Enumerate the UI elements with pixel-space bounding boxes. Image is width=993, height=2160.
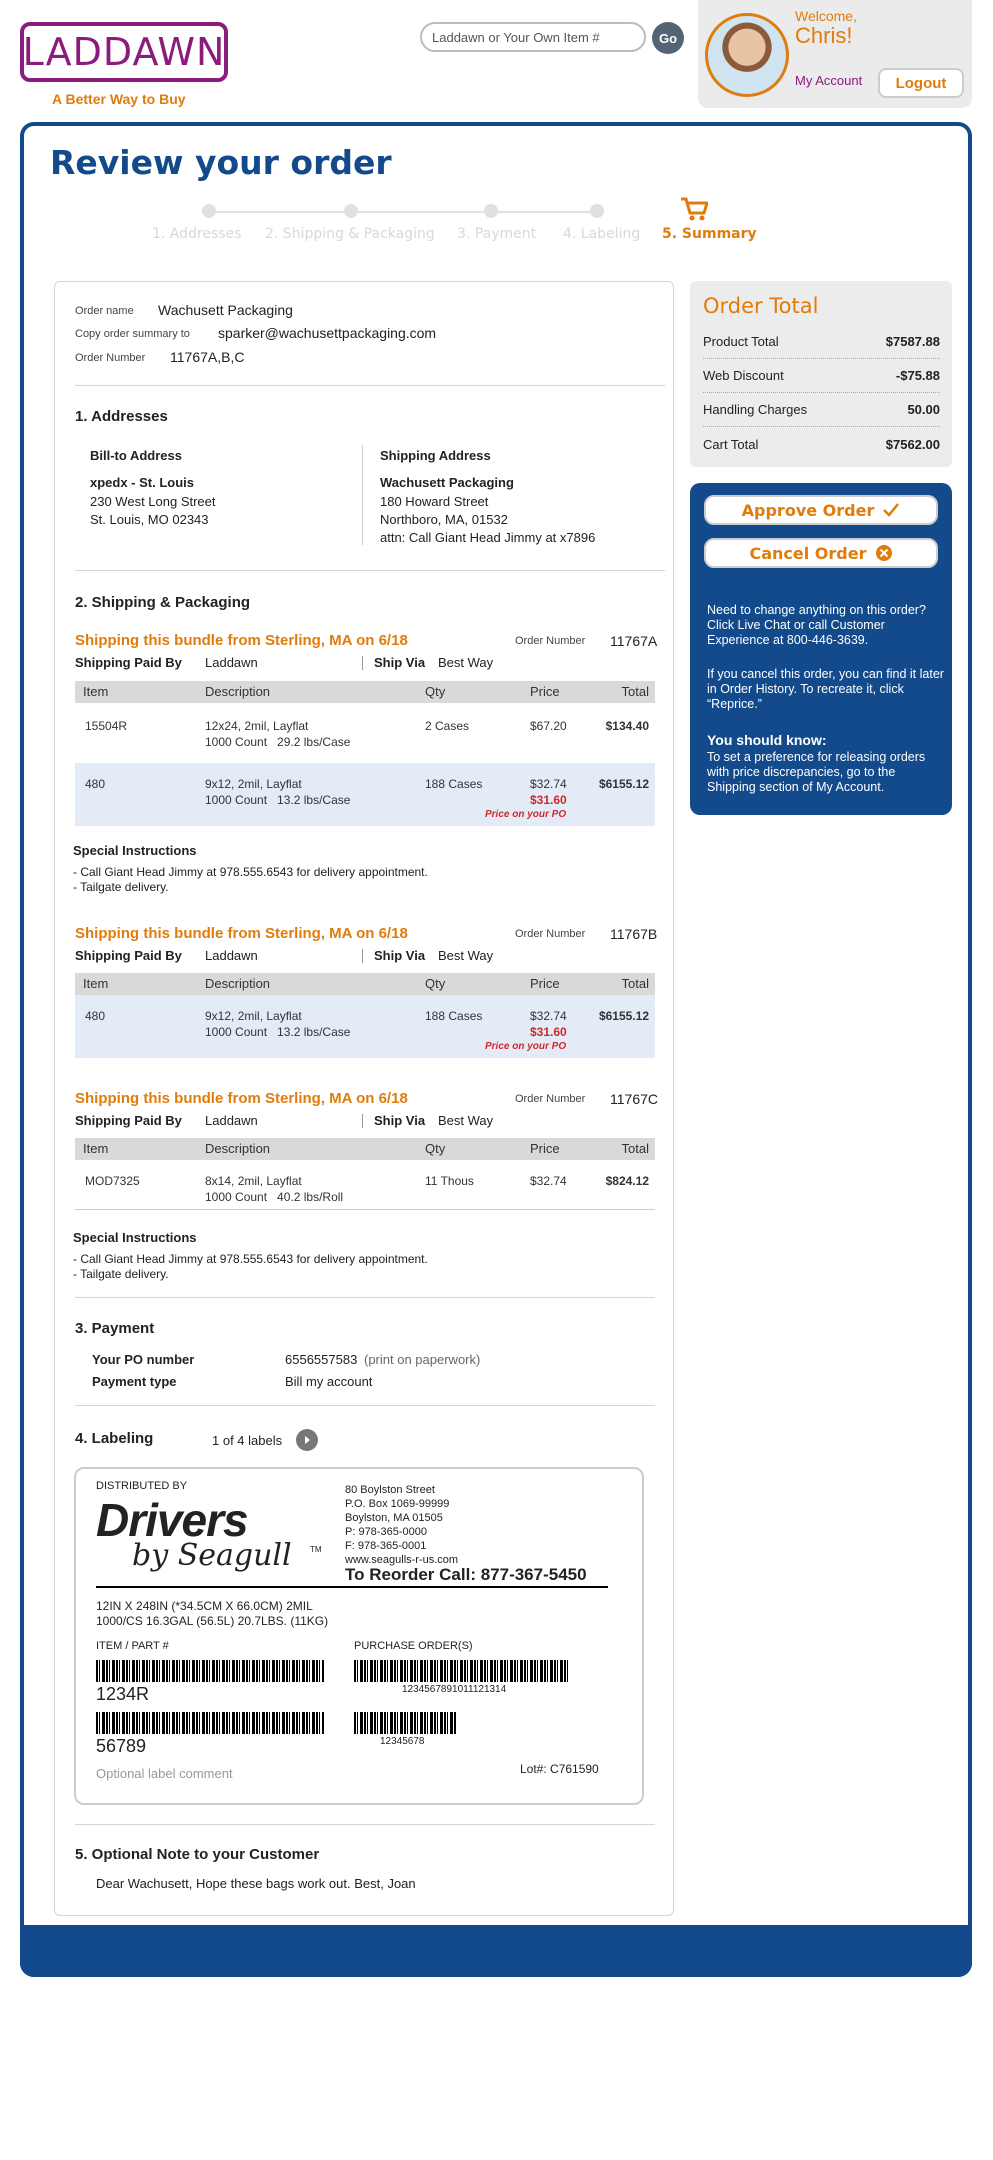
ship-to-title: Shipping Address [380, 448, 491, 463]
row-qty: 188 Cases [425, 777, 483, 791]
item-code: 1234R [96, 1684, 150, 1704]
chevron-right-icon [302, 1435, 312, 1445]
row-item: 480 [85, 1009, 106, 1023]
paid-by-label: Shipping Paid By [75, 1113, 182, 1128]
page-title: Review your order [50, 143, 392, 182]
divider [75, 385, 665, 386]
po2-barcode [354, 1712, 456, 1734]
total-value: 50.00 [907, 402, 940, 417]
step-dot [590, 204, 604, 218]
divider [75, 1824, 655, 1825]
row-po-price: $31.60 [530, 793, 567, 807]
reorder-phone: To Reorder Call: 877-367-5450 [345, 1565, 587, 1584]
table-header [75, 681, 655, 703]
label-address-line: P: 978-365-0000 [345, 1526, 427, 1538]
payment-type-value: Bill my account [285, 1374, 373, 1389]
avatar [705, 13, 789, 97]
row-price: $32.74 [530, 1174, 567, 1188]
close-circle-icon [875, 544, 893, 562]
row-po-price: $31.60 [530, 1025, 567, 1039]
row-total: $6155.12 [598, 777, 649, 791]
labeling-heading: 4. Labeling [75, 1430, 154, 1447]
footer-band [20, 1925, 972, 1977]
total-row [703, 359, 940, 393]
step-dot [344, 204, 358, 218]
separator [362, 949, 363, 963]
separator [362, 1114, 363, 1128]
po2-code: 12345678 [380, 1736, 425, 1747]
step-summary[interactable]: 5. Summary [662, 226, 757, 242]
lot-number: Lot#: C761590 [520, 1762, 599, 1776]
you-should-know-text: To set a preference for releasing orders with price discrepancies, go to the Shipping section of My Account. [707, 750, 926, 794]
col-price: Price [530, 976, 560, 991]
bundle-order-number: 11767B [610, 926, 658, 942]
logo-text: LADDAWN [22, 30, 226, 74]
step-addresses[interactable]: 1. Addresses [152, 226, 242, 242]
progress-line [205, 211, 595, 213]
separator [362, 656, 363, 670]
row-qty: 2 Cases [425, 719, 470, 733]
ship-via-label: Ship Via [374, 948, 426, 963]
my-account-link[interactable]: My Account [795, 73, 863, 88]
col-item: Item [83, 976, 109, 991]
distributed-by: DISTRIBUTED BY [96, 1480, 188, 1492]
row-qty: 11 Thous [425, 1174, 474, 1188]
label-count: 1 of 4 labels [212, 1433, 283, 1448]
po-number-value: 6556557583 [285, 1352, 358, 1367]
row-price: $67.20 [530, 719, 567, 733]
ship-to-line1: 180 Howard Street [380, 494, 489, 509]
payment-type-label: Payment type [92, 1374, 177, 1389]
col-qty: Qty [425, 976, 446, 991]
shipping-heading: 2. Shipping & Packaging [75, 594, 251, 611]
col-price: Price [530, 684, 560, 699]
item-part-label: ITEM / PART # [96, 1640, 169, 1652]
laddawn-logo[interactable] [20, 22, 228, 82]
bundle-title: Shipping this bundle from Sterling, MA on 6/18 [75, 925, 408, 942]
order-name-label: Order name [75, 305, 134, 317]
ship-via-label: Ship Via [374, 655, 426, 670]
part-code: 56789 [96, 1736, 147, 1756]
table-header [75, 973, 655, 995]
logout-button[interactable]: Logout [878, 68, 964, 98]
row-price: $32.74 [530, 1009, 567, 1023]
col-total: Total [621, 1141, 649, 1156]
col-total: Total [621, 684, 649, 699]
paid-by-label: Shipping Paid By [75, 655, 182, 670]
label-address-line: Boylston, MA 01505 [345, 1512, 443, 1524]
label-address-line: F: 978-365-0001 [345, 1540, 427, 1552]
bundle-title: Shipping this bundle from Sterling, MA on 6/18 [75, 1090, 408, 1107]
cart-icon [680, 196, 708, 222]
order-number-label: Order Number [75, 352, 146, 364]
drivers-seagull-logo [96, 1494, 324, 1581]
paid-by-value: Laddawn [205, 655, 258, 670]
row-desc: 12x24, 2mil, Layflat [205, 719, 309, 733]
order-total-title: Order Total [703, 294, 819, 318]
cancel-order-label: Cancel Order [749, 543, 867, 563]
col-description: Description [205, 1141, 271, 1156]
total-row [703, 393, 940, 427]
step-labeling[interactable]: 4. Labeling [563, 226, 641, 242]
total-value: -$75.88 [895, 368, 940, 383]
row-qty: 188 Cases [425, 1009, 483, 1023]
row-desc-detail: 1000 Count 13.2 lbs/Case [205, 1025, 351, 1039]
po-barcode [354, 1660, 568, 1682]
part-barcode [96, 1712, 324, 1734]
you-should-know-title: You should know: [707, 732, 827, 748]
address-divider [362, 445, 363, 545]
paid-by-value: Laddawn [205, 948, 258, 963]
bundle-title: Shipping this bundle from Sterling, MA on 6/18 [75, 632, 408, 649]
order-number-label: Order Number [515, 1093, 586, 1105]
step-shipping[interactable]: 2. Shipping & Packaging [265, 226, 435, 242]
row-total: $134.40 [605, 719, 649, 733]
cancel-order-button[interactable] [704, 538, 938, 568]
table-row [75, 1160, 655, 1210]
col-price: Price [530, 1141, 560, 1156]
paid-by-value: Laddawn [205, 1113, 258, 1128]
trademark: TM [310, 1545, 322, 1554]
order-number: 11767A,B,C [170, 349, 245, 365]
row-price: $32.74 [530, 777, 567, 791]
approve-order-button[interactable] [704, 495, 938, 525]
col-item: Item [83, 684, 109, 699]
total-label: Handling Charges [703, 402, 808, 417]
total-label: Product Total [703, 334, 779, 349]
checkmark-icon [882, 503, 900, 517]
order-number-label: Order Number [515, 928, 586, 940]
total-value: $7587.88 [885, 334, 940, 349]
po-code: 1234567891011121314 [402, 1684, 507, 1695]
row-total: $6155.12 [598, 1009, 649, 1023]
col-description: Description [205, 976, 271, 991]
special-line: - Call Giant Head Jimmy at 978.555.6543 for delivery appointment. [73, 865, 428, 879]
ship-to-line2: Northboro, MA, 01532 [380, 512, 508, 527]
table-header [75, 1138, 655, 1160]
table-row [75, 995, 655, 1058]
logo-word-drivers: Drivers [96, 1494, 248, 1546]
total-label: Cart Total [703, 436, 759, 452]
label-address-line: www.seagulls-r-us.com [345, 1554, 459, 1566]
total-row [703, 427, 940, 461]
ship-via-value: Best Way [438, 948, 494, 963]
logo-word-seagull: by Seagull [132, 1538, 292, 1573]
step-dot [484, 204, 498, 218]
help-text: Need to change anything on this order? Click Live Chat or call Customer Experience at 800-446-3639. [707, 603, 926, 647]
col-qty: Qty [425, 684, 446, 699]
col-item: Item [83, 1141, 109, 1156]
row-item: MOD7325 [85, 1174, 140, 1188]
row-desc-detail: 1000 Count 13.2 lbs/Case [205, 793, 351, 807]
bundle-order-number: 11767C [610, 1091, 659, 1107]
row-total: $824.12 [605, 1174, 649, 1188]
price-on-po-note: Price on your PO [485, 809, 567, 820]
addresses-heading: 1. Addresses [75, 408, 168, 425]
divider [75, 1405, 655, 1406]
bill-to-title: Bill-to Address [90, 448, 182, 463]
price-on-po-note: Price on your PO [485, 1041, 567, 1052]
copy-summary-label: Copy order summary to [75, 328, 190, 340]
purchase-orders-label: PURCHASE ORDER(S) [354, 1640, 473, 1652]
row-desc: 8x14, 2mil, Layflat [205, 1174, 302, 1188]
table-row [75, 763, 655, 826]
note-heading: 5. Optional Note to your Customer [75, 1846, 320, 1863]
table-row [75, 705, 655, 763]
label-address [345, 1483, 458, 1567]
special-instructions-label: Special Instructions [73, 843, 197, 858]
approve-order-label: Approve Order [741, 500, 875, 520]
customer-note[interactable]: Dear Wachusett, Hope these bags work out. Best, Joan [96, 1876, 416, 1891]
welcome-text: Welcome, [795, 8, 857, 24]
total-row [703, 325, 940, 359]
special-line: - Call Giant Head Jimmy at 978.555.6543 for delivery appointment. [73, 1252, 428, 1266]
special-line: - Tailgate delivery. [73, 880, 169, 894]
divider [75, 1297, 655, 1298]
bill-to-line2: St. Louis, MO 02343 [90, 512, 209, 527]
tagline: A Better Way to Buy [52, 91, 186, 107]
label-spec: 12IN X 248IN (*34.5CM X 66.0CM) 2MIL [96, 1599, 313, 1613]
divider [75, 570, 665, 571]
row-desc: 9x12, 2mil, Layflat [205, 1009, 302, 1023]
order-name: Wachusett Packaging [158, 302, 293, 318]
user-name: Chris! [795, 23, 853, 48]
row-desc-detail: 1000 Count 40.2 lbs/Roll [205, 1190, 344, 1204]
ship-via-label: Ship Via [374, 1113, 426, 1128]
paid-by-label: Shipping Paid By [75, 948, 182, 963]
row-desc-detail: 1000 Count 29.2 lbs/Case [205, 735, 351, 749]
row-item: 480 [85, 777, 106, 791]
step-payment[interactable]: 3. Payment [457, 226, 537, 242]
ship-via-value: Best Way [438, 655, 494, 670]
ship-via-value: Best Way [438, 1113, 494, 1128]
copy-summary-email[interactable]: sparker@wachusettpackaging.com [218, 325, 437, 341]
po-number-note: (print on paperwork) [364, 1352, 481, 1367]
total-label: Web Discount [703, 368, 784, 383]
label-spec: 1000/CS 16.3GAL (56.5L) 20.7LBS. (11KG) [96, 1614, 329, 1628]
bill-to-line1: 230 West Long Street [90, 494, 216, 509]
go-button[interactable]: Go [652, 22, 684, 54]
col-total: Total [621, 976, 649, 991]
ship-to-line3: attn: Call Giant Head Jimmy at x7896 [380, 530, 596, 545]
label-rule [96, 1586, 608, 1588]
ship-to-name: Wachusett Packaging [380, 475, 514, 490]
col-description: Description [205, 684, 271, 699]
row-item: 15504R [85, 719, 128, 733]
special-instructions-label: Special Instructions [73, 1230, 197, 1245]
order-number-label: Order Number [515, 635, 586, 647]
bundle-order-number: 11767A [610, 633, 658, 649]
bill-to-name: xpedx - St. Louis [90, 475, 195, 490]
row-desc: 9x12, 2mil, Layflat [205, 777, 302, 791]
next-label-button[interactable] [296, 1429, 318, 1451]
po-number-label: Your PO number [92, 1352, 195, 1367]
step-dot [202, 204, 216, 218]
col-qty: Qty [425, 1141, 446, 1156]
special-line: - Tailgate delivery. [73, 1267, 169, 1281]
payment-heading: 3. Payment [75, 1320, 155, 1337]
label-address-line: P.O. Box 1069-99999 [345, 1498, 450, 1510]
item-barcode [96, 1660, 324, 1682]
cancel-help-text: If you cancel this order, you can find it later in Order History. To recreate it, click “Reprice.” [707, 667, 944, 711]
label-comment[interactable]: Optional label comment [96, 1766, 233, 1781]
total-value: $7562.00 [885, 436, 940, 452]
search-input[interactable]: Laddawn or Your Own Item # [420, 22, 646, 52]
label-address-line: 80 Boylston Street [345, 1484, 435, 1496]
